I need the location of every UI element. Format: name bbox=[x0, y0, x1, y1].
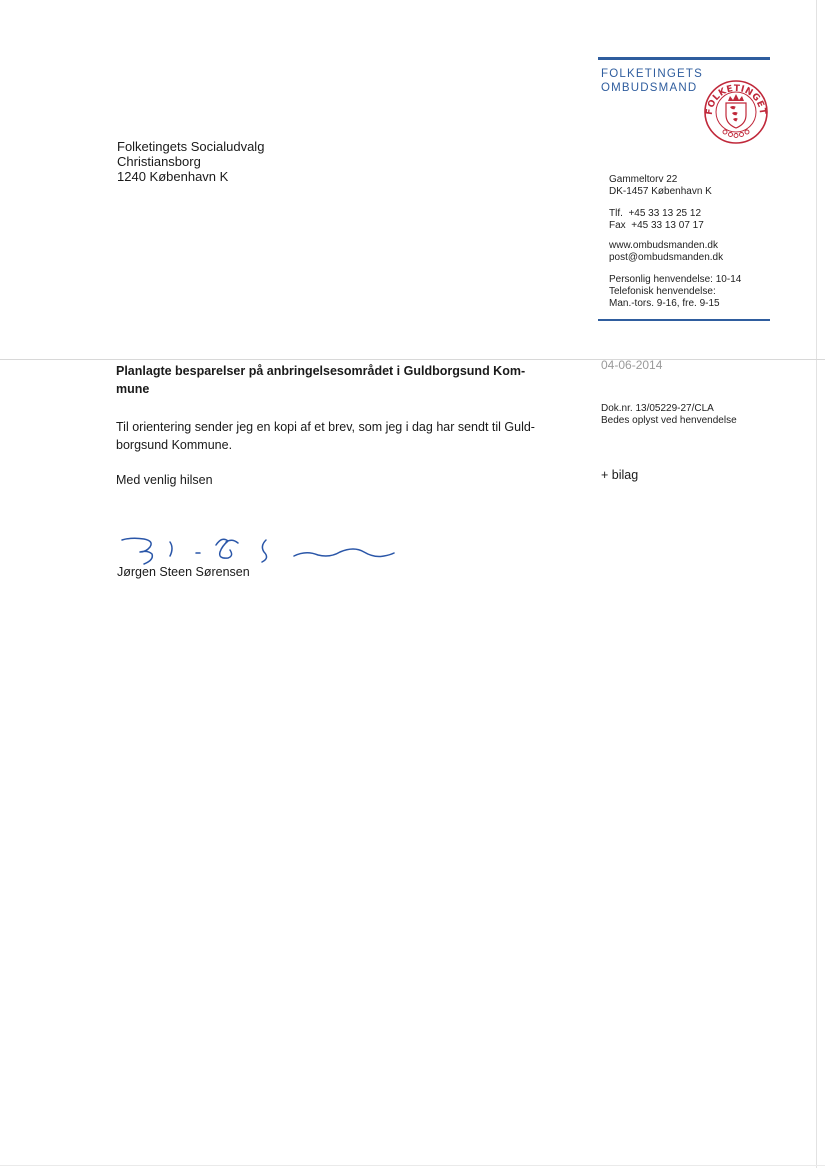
hours-phone-label: Telefonisk henvendelse: bbox=[609, 286, 716, 297]
handwritten-signature bbox=[118, 528, 398, 568]
phone-number: Tlf. +45 33 13 25 12 bbox=[609, 208, 702, 219]
hours-phone: Man.-tors. 9-16, fre. 9-15 bbox=[609, 298, 720, 309]
address-city: DK-1457 København K bbox=[609, 186, 712, 197]
organization-name-line2: OMBUDSMAND bbox=[601, 82, 698, 94]
recipient-line3: 1240 København K bbox=[117, 169, 229, 184]
letter-subject bbox=[116, 362, 556, 398]
contact-address bbox=[609, 174, 712, 198]
contact-hours bbox=[609, 274, 741, 310]
seal-text: FOLKETINGET bbox=[704, 83, 768, 116]
website-link[interactable]: www.ombudsmanden.dk bbox=[609, 240, 718, 251]
fold-line bbox=[0, 359, 825, 360]
body-line1: Til orientering sender jeg en kopi af et brev, som jeg i dag har sendt til Guld- bbox=[116, 420, 535, 434]
recipient-line2: Christiansborg bbox=[117, 154, 201, 169]
contact-phone-fax bbox=[609, 208, 704, 232]
organization-name-line1: FOLKETINGETS bbox=[601, 68, 703, 80]
hours-personal: Personlig henvendelse: 10-14 bbox=[609, 274, 742, 285]
letter-date: 04-06-2014 bbox=[601, 358, 663, 372]
contact-web bbox=[609, 240, 723, 264]
bottom-edge bbox=[0, 1165, 825, 1166]
body-line2: borgsund Kommune. bbox=[116, 438, 233, 452]
scan-edge bbox=[816, 0, 817, 1168]
recipient-address bbox=[117, 139, 264, 184]
email-link[interactable]: post@ombudsmanden.dk bbox=[609, 252, 724, 263]
organization-name bbox=[601, 67, 703, 95]
subject-line1: Planlagte besparelser på anbringelsesområdet i Guldborgsund Kom- bbox=[116, 364, 526, 378]
recipient-line1: Folketingets Socialudvalg bbox=[117, 139, 265, 154]
fax-number: Fax +45 33 13 07 17 bbox=[609, 220, 704, 231]
attachment-note: + bilag bbox=[601, 468, 639, 482]
reference-instruction: Bedes oplyst ved henvendelse bbox=[601, 415, 737, 426]
signer-name: Jørgen Steen Sørensen bbox=[117, 565, 250, 579]
parliament-seal-logo bbox=[703, 79, 769, 145]
letterhead-top-rule bbox=[598, 57, 770, 60]
address-street: Gammeltorv 22 bbox=[609, 174, 678, 185]
letter-body bbox=[116, 418, 566, 454]
letterhead-bottom-rule bbox=[598, 319, 770, 321]
letter-closing: Med venlig hilsen bbox=[116, 473, 213, 487]
subject-line2: mune bbox=[116, 382, 150, 396]
document-number: Dok.nr. 13/05229-27/CLA bbox=[601, 403, 714, 414]
document-reference bbox=[601, 403, 737, 427]
